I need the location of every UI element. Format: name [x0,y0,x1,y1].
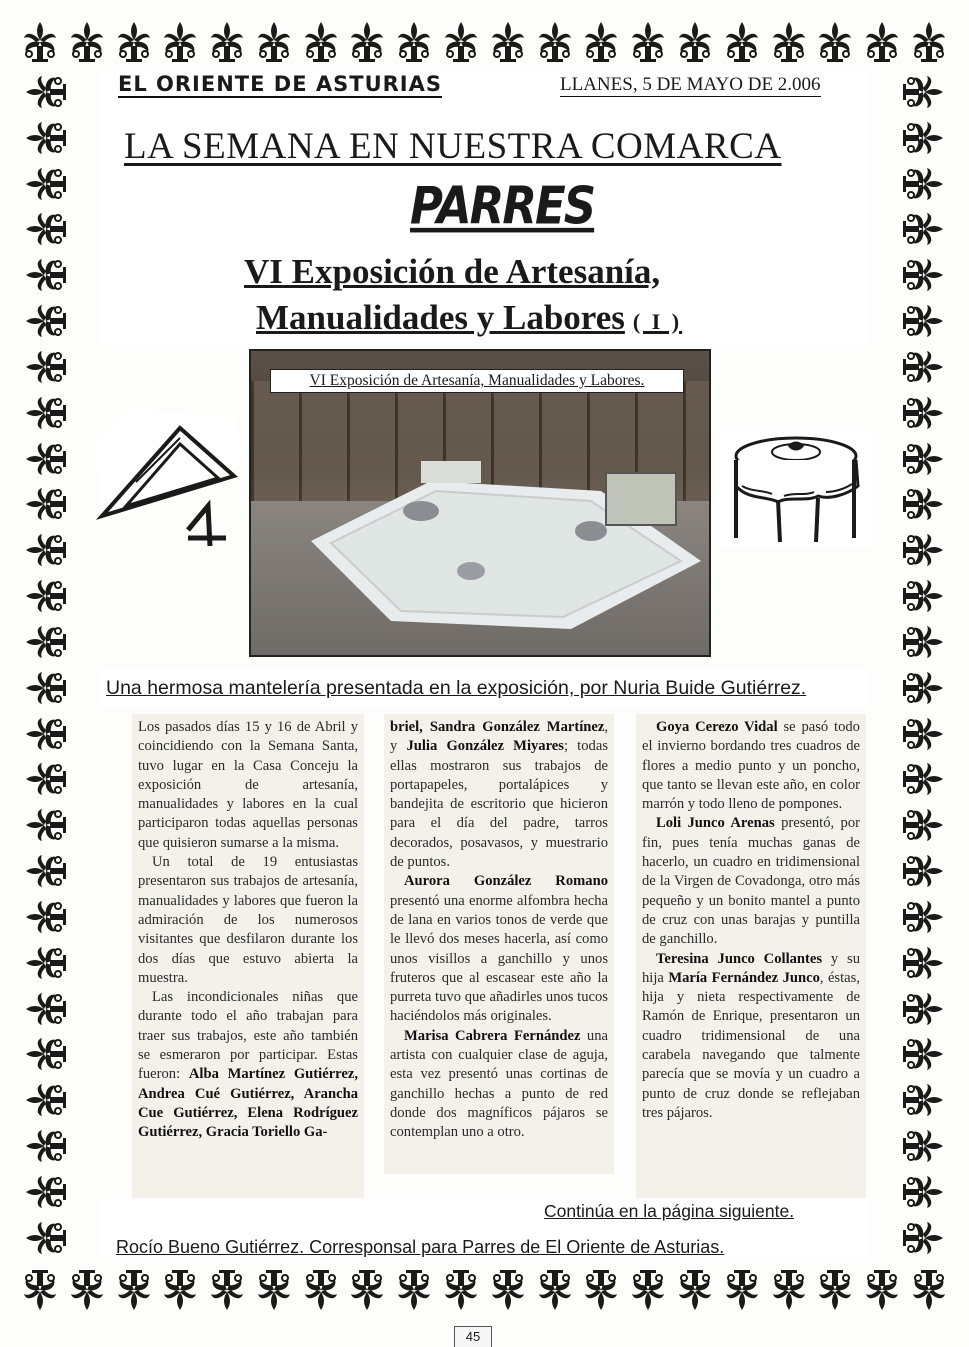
palmette-ornament-icon [901,897,945,937]
headline-part: ( I ) [632,309,683,334]
palmette-ornament-icon [769,20,809,64]
round-table-icon [718,430,873,548]
palmette-ornament-icon [901,576,945,616]
palmette-ornament-icon [675,20,715,64]
palmette-ornament-icon [24,164,68,204]
palmette-ornament-icon [114,20,154,64]
article-paragraph [642,718,860,814]
article-paragraph [390,872,608,1026]
palmette-ornament-icon [535,20,575,64]
town-title: PARRES [410,174,595,236]
palmette-ornament-icon [901,851,945,891]
palmette-ornament-icon [901,1218,945,1258]
palmette-ornament-icon [675,1268,715,1312]
palmette-ornament-icon [901,439,945,479]
palmette-ornament-icon [909,20,949,64]
palmette-ornament-icon [114,1268,154,1312]
palmette-ornament-icon [24,576,68,616]
palmette-ornament-icon [901,989,945,1029]
palmette-ornament-icon [722,1268,762,1312]
palmette-ornament-icon [24,484,68,524]
article-column-2 [384,714,614,1174]
ornamental-border-right [895,70,951,1260]
palmette-ornament-icon [722,20,762,64]
palmette-ornament-icon [24,714,68,754]
palmette-ornament-icon [24,622,68,662]
palmette-ornament-icon [301,20,341,64]
masthead: EL ORIENTE DE ASTURIAS [118,72,442,96]
palmette-ornament-icon [901,1172,945,1212]
palmette-ornament-icon [254,1268,294,1312]
participant-names: briel, Sandra González Martínez [390,719,605,735]
palmette-ornament-icon [24,255,68,295]
participant-name: María Fernández Junco [668,969,820,986]
participant-names: Julia González Miyares [406,738,564,755]
palmette-ornament-icon [24,1126,68,1166]
palmette-ornament-icon [535,1268,575,1312]
article-text: Las incondicionales niñas que durante todo el año trabajan para traer sus trabajos, este año también se esmeraron por participar. Estas fueron: [138,989,358,1083]
article-paragraph [390,718,608,872]
palmette-ornament-icon [901,255,945,295]
article-text: presentó, por fin, pues tenía muchas ganas de hacerlo, un cuadro en tridimensional de la Virgen de Covadonga, otro más pequeño y un bonito mantel a punto de cruz con unas barajas y puntilla de ganchillo. [642,815,861,948]
palmette-ornament-icon [24,530,68,570]
ornamental-border-bottom [20,1262,949,1318]
palmette-ornament-icon [441,20,481,64]
palmette-ornament-icon [160,1268,200,1312]
palmette-ornament-icon [20,1268,60,1312]
palmette-ornament-icon [24,301,68,341]
photo-caption: Una hermosa mantelería presentada en la exposición, por Nuria Buide Gutiérrez. [106,677,807,699]
palmette-ornament-icon [24,851,68,891]
participant-name: Aurora González Romano [404,873,608,890]
palmette-ornament-icon [901,714,945,754]
palmette-ornament-icon [24,989,68,1029]
palmette-ornament-icon [24,943,68,983]
participant-name: Goya Cerezo Vidal [656,719,778,735]
palmette-ornament-icon [24,209,68,249]
continue-note: Continúa en la página siguiente. [544,1201,795,1221]
palmette-ornament-icon [254,20,294,64]
sewing-triangle-icon [96,398,244,568]
headline-line-1: VI Exposición de Artesanía, [244,252,661,291]
palmette-ornament-icon [901,805,945,845]
palmette-ornament-icon [24,897,68,937]
tablecloth-image [271,461,711,631]
article-column-3 [636,714,866,1200]
article-text: , y [390,719,608,755]
palmette-ornament-icon [815,20,855,64]
photo-label [270,369,684,393]
palmette-ornament-icon [628,20,668,64]
palmette-ornament-icon [24,1034,68,1074]
palmette-ornament-icon [769,1268,809,1312]
article-paragraph [138,988,358,1142]
participant-name: Marisa Cabrera Fernández [404,1027,581,1044]
palmette-ornament-icon [901,301,945,341]
article-paragraph [642,950,860,1124]
article-paragraph [390,1027,608,1143]
article-paragraph: Un total de 19 entusiastas presentaron sus trabajos de artesanía, manualidades y labores que fueron la admiración de los numerosos visitantes que desfilaron durante los dos días que estuvo abierta la muestra. [138,854,358,986]
palmette-ornament-icon [301,1268,341,1312]
palmette-ornament-icon [901,484,945,524]
palmette-ornament-icon [862,1268,902,1312]
palmette-ornament-icon [909,1268,949,1312]
article-paragraph: Los pasados días 15 y 16 de Abril y coincidiendo con la Semana Santa, tuvo lugar en la Casa Conceju la exposición de artesanía, manualidades y labores en la cual participaron todas aquellas personas que quisieron sumarse a la misma. [138,719,358,851]
headline-line-2-text: Manualidades y Labores [256,298,625,337]
palmette-ornament-icon [441,1268,481,1312]
dateline: LLANES, 5 DE MAYO DE 2.006 [560,74,821,95]
palmette-ornament-icon [20,20,60,64]
participant-name: Loli Junco Arenas [656,815,775,832]
palmette-ornament-icon [901,1126,945,1166]
palmette-ornament-icon [581,20,621,64]
palmette-ornament-icon [901,668,945,708]
correspondent-credit: Rocío Bueno Gutiérrez. Corresponsal para Parres de El Oriente de Asturias. [116,1237,725,1257]
palmette-ornament-icon [901,347,945,387]
participant-name: Teresina Junco Collantes [656,950,823,967]
palmette-ornament-icon [24,347,68,387]
article-column-1 [132,714,364,1200]
article-text: ; todas ellas mostraron sus trabajos de portapapeles, portalápices y bandejita de escritorio que hicieron para el día del padre, tarros decorados, posavasos, y muestrario de puntos. [390,738,608,871]
palmette-ornament-icon [24,439,68,479]
palmette-ornament-icon [24,118,68,158]
palmette-ornament-icon [347,20,387,64]
palmette-ornament-icon [488,20,528,64]
exhibition-photo [249,349,711,657]
palmette-ornament-icon [24,72,68,112]
headline-line-2 [256,298,682,342]
palmette-ornament-icon [815,1268,855,1312]
page-number: 45 [454,1326,492,1347]
participant-names: Alba Martínez Gutiérrez, Andrea Cué Gutiérrez, Arancha Cue Gutiérrez, Elena Rodríguez Gutiérrez, Gracia Toriello Ga- [138,1066,358,1141]
palmette-ornament-icon [901,943,945,983]
photo-label-text: VI Exposición de Artesanía, Manualidades y Labores. [309,372,645,389]
palmette-ornament-icon [207,1268,247,1312]
palmette-ornament-icon [628,1268,668,1312]
palmette-ornament-icon [394,20,434,64]
section-title: LA SEMANA EN NUESTRA COMARCA [124,126,782,167]
palmette-ornament-icon [394,1268,434,1312]
article-text: se pasó todo el invierno bordando tres cuadros de flores a medio punto y un poncho, que tanto se llevan este año, en color marrón y todo lleno de pompones. [642,719,860,813]
article-text: , éstas, hija y nieta respectivamente de Ramón de Enrique, presentaron un cuadro tridimensional de una carabela navegando que talmente parecía que se movía y un cuadro a punto de cruz donde se reflejaban tres pájaros. [642,969,860,1121]
palmette-ornament-icon [901,530,945,570]
palmette-ornament-icon [67,1268,107,1312]
article-paragraph [642,814,860,949]
palmette-ornament-icon [24,759,68,799]
palmette-ornament-icon [901,1080,945,1120]
palmette-ornament-icon [488,1268,528,1312]
palmette-ornament-icon [347,1268,387,1312]
palmette-ornament-icon [901,622,945,662]
palmette-ornament-icon [24,805,68,845]
palmette-ornament-icon [160,20,200,64]
palmette-ornament-icon [24,393,68,433]
palmette-ornament-icon [901,759,945,799]
palmette-ornament-icon [207,20,247,64]
ornamental-border-top [20,14,949,70]
article-text: y su hija [642,950,860,986]
palmette-ornament-icon [24,1172,68,1212]
article-text: una artista con cualquier clase de aguja, esta vez presentó unas cortinas de ganchillo hechas a punto de red donde dos magníficos pájaros se contemplan uno a otro. [390,1027,608,1141]
ornamental-border-left [18,70,74,1260]
palmette-ornament-icon [581,1268,621,1312]
palmette-ornament-icon [901,72,945,112]
palmette-ornament-icon [67,20,107,64]
palmette-ornament-icon [901,393,945,433]
palmette-ornament-icon [24,668,68,708]
palmette-ornament-icon [24,1218,68,1258]
article-text: presentó una enorme alfombra hecha de lana en varios tonos de verde que le llevó dos meses hacerla, así como unos visillos a ganchillo y unos fruteros que al escasear este año la purreta tuvo que añadirles unos tucos haciéndolos más originales. [390,892,608,1025]
palmette-ornament-icon [862,20,902,64]
palmette-ornament-icon [24,1080,68,1120]
palmette-ornament-icon [901,1034,945,1074]
palmette-ornament-icon [901,209,945,249]
palmette-ornament-icon [901,118,945,158]
palmette-ornament-icon [901,164,945,204]
